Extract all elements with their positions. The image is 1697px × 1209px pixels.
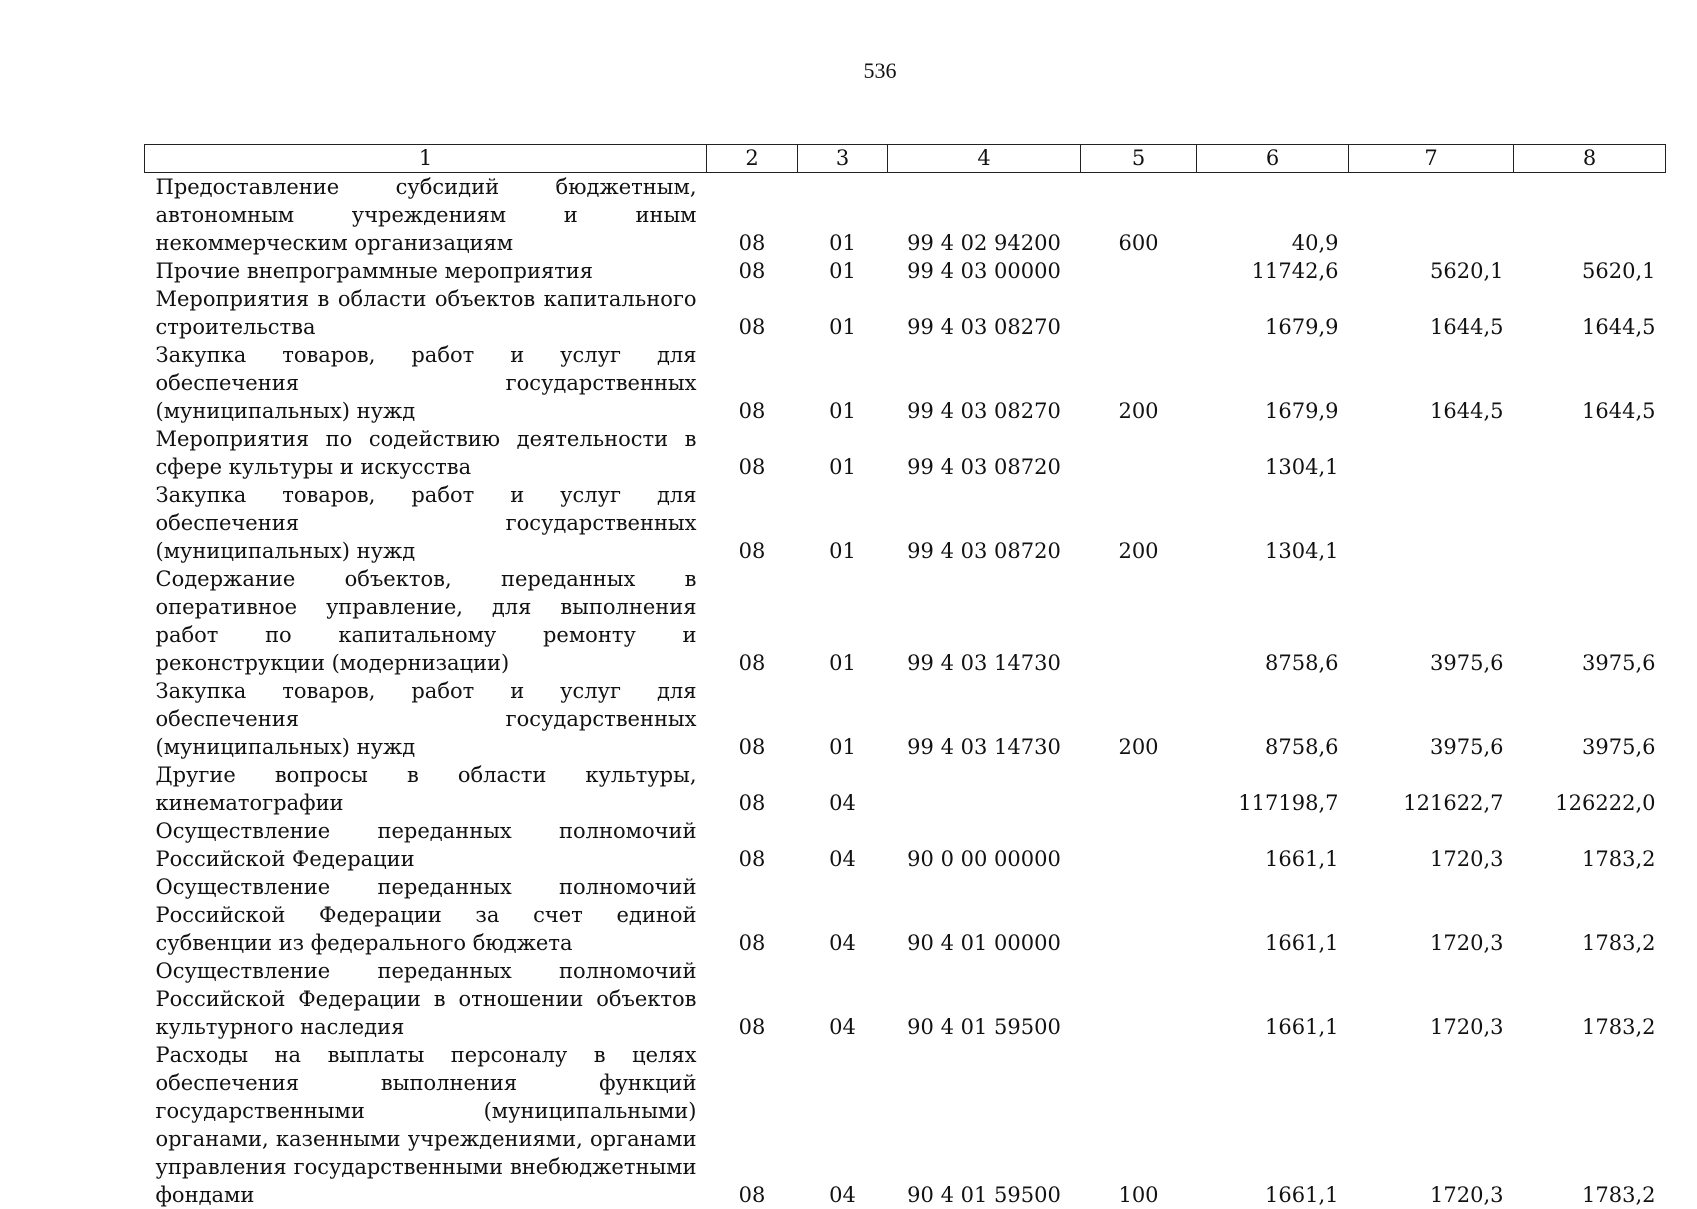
row-code: 99 4 03 00000	[888, 257, 1081, 285]
row-col-6: 117198,7	[1197, 761, 1349, 817]
row-col-3: 01	[798, 173, 888, 258]
row-code	[888, 761, 1081, 817]
row-col-2: 08	[707, 425, 798, 481]
row-col-7: 1720,3	[1349, 1041, 1514, 1209]
header-cell-4: 4	[888, 145, 1081, 173]
row-col-8: 3975,6	[1514, 677, 1666, 761]
row-name: Осуществление переданных полномочий Российской Федерации за счет единой субвенции из федерального бюджета	[145, 873, 707, 957]
row-name: Закупка товаров, работ и услуг для обеспечения государственных (муниципальных) нужд	[145, 481, 707, 565]
row-col-3: 01	[798, 677, 888, 761]
row-col-3: 01	[798, 341, 888, 425]
row-col-5: 200	[1081, 677, 1197, 761]
row-col-8: 1783,2	[1514, 817, 1666, 873]
row-col-3: 04	[798, 761, 888, 817]
table-row	[145, 173, 1666, 258]
header-cell-3: 3	[798, 145, 888, 173]
row-col-3: 04	[798, 1041, 888, 1209]
table-header	[145, 145, 1666, 173]
row-col-2: 08	[707, 341, 798, 425]
row-col-2: 08	[707, 761, 798, 817]
row-name: Мероприятия в области объектов капитального строительства	[145, 285, 707, 341]
row-col-7: 3975,6	[1349, 677, 1514, 761]
row-code: 99 4 03 08720	[888, 425, 1081, 481]
row-col-7: 1720,3	[1349, 957, 1514, 1041]
row-col-6: 1661,1	[1197, 817, 1349, 873]
row-col-6: 1661,1	[1197, 957, 1349, 1041]
row-col-3: 01	[798, 481, 888, 565]
row-col-5: 200	[1081, 481, 1197, 565]
row-col-6: 1661,1	[1197, 873, 1349, 957]
table-row	[145, 957, 1666, 1041]
row-col-5: 100	[1081, 1041, 1197, 1209]
row-col-7: 1644,5	[1349, 285, 1514, 341]
table-row	[145, 285, 1666, 341]
row-col-3: 01	[798, 285, 888, 341]
row-code: 90 0 00 00000	[888, 817, 1081, 873]
table-row	[145, 1041, 1666, 1209]
table-row	[145, 341, 1666, 425]
row-col-7: 121622,7	[1349, 761, 1514, 817]
row-code: 90 4 01 59500	[888, 1041, 1081, 1209]
row-code: 90 4 01 00000	[888, 873, 1081, 957]
row-col-8: 1783,2	[1514, 873, 1666, 957]
row-col-2: 08	[707, 565, 798, 677]
table-row	[145, 481, 1666, 565]
table-body	[145, 173, 1666, 1209]
row-name: Осуществление переданных полномочий Российской Федерации	[145, 817, 707, 873]
header-cell-5: 5	[1081, 145, 1197, 173]
row-col-7	[1349, 425, 1514, 481]
row-col-7	[1349, 481, 1514, 565]
row-code: 99 4 03 14730	[888, 565, 1081, 677]
page-number: 536	[0, 58, 1697, 84]
table-row	[145, 677, 1666, 761]
row-col-5: 200	[1081, 341, 1197, 425]
row-col-5	[1081, 425, 1197, 481]
row-col-6: 8758,6	[1197, 677, 1349, 761]
row-col-3: 01	[798, 565, 888, 677]
row-col-8	[1514, 425, 1666, 481]
row-col-7: 1720,3	[1349, 873, 1514, 957]
row-col-6: 1304,1	[1197, 425, 1349, 481]
header-row	[145, 145, 1666, 173]
row-col-8: 3975,6	[1514, 565, 1666, 677]
row-col-6: 1661,1	[1197, 1041, 1349, 1209]
row-code: 99 4 02 94200	[888, 173, 1081, 258]
row-col-5	[1081, 873, 1197, 957]
header-cell-6: 6	[1197, 145, 1349, 173]
row-name: Предоставление субсидий бюджетным, автономным учреждениям и иным некоммерческим организациям	[145, 173, 707, 258]
row-col-3: 04	[798, 817, 888, 873]
row-col-2: 08	[707, 957, 798, 1041]
row-col-2: 08	[707, 285, 798, 341]
budget-table	[144, 144, 1666, 1209]
row-name: Осуществление переданных полномочий Российской Федерации в отношении объектов культурного наследия	[145, 957, 707, 1041]
row-name: Расходы на выплаты персоналу в целях обеспечения выполнения функций государственными (муниципальными) органами, казенными учреждениями, органами управления государственными внебюджетными фондами	[145, 1041, 707, 1209]
row-col-5	[1081, 957, 1197, 1041]
table-row	[145, 761, 1666, 817]
row-col-6: 1304,1	[1197, 481, 1349, 565]
row-code: 99 4 03 14730	[888, 677, 1081, 761]
row-col-2: 08	[707, 1041, 798, 1209]
row-col-2: 08	[707, 817, 798, 873]
row-col-2: 08	[707, 873, 798, 957]
row-col-6: 11742,6	[1197, 257, 1349, 285]
row-col-5	[1081, 817, 1197, 873]
row-col-7: 3975,6	[1349, 565, 1514, 677]
row-col-7: 1644,5	[1349, 341, 1514, 425]
row-col-5: 600	[1081, 173, 1197, 258]
row-name: Содержание объектов, переданных в оперативное управление, для выполнения работ по капитальному ремонту и реконструкции (модернизации)	[145, 565, 707, 677]
table-row	[145, 425, 1666, 481]
row-code: 99 4 03 08720	[888, 481, 1081, 565]
row-name: Закупка товаров, работ и услуг для обеспечения государственных (муниципальных) нужд	[145, 341, 707, 425]
row-col-8: 126222,0	[1514, 761, 1666, 817]
row-col-5	[1081, 285, 1197, 341]
row-name: Другие вопросы в области культуры, кинематографии	[145, 761, 707, 817]
row-code: 99 4 03 08270	[888, 341, 1081, 425]
row-col-3: 04	[798, 957, 888, 1041]
row-col-8: 1644,5	[1514, 285, 1666, 341]
table-row	[145, 565, 1666, 677]
header-cell-8: 8	[1514, 145, 1666, 173]
row-code: 99 4 03 08270	[888, 285, 1081, 341]
row-col-8: 5620,1	[1514, 257, 1666, 285]
row-col-7: 5620,1	[1349, 257, 1514, 285]
row-col-5	[1081, 761, 1197, 817]
row-col-8: 1783,2	[1514, 957, 1666, 1041]
row-col-2: 08	[707, 481, 798, 565]
row-col-6: 40,9	[1197, 173, 1349, 258]
row-name: Закупка товаров, работ и услуг для обеспечения государственных (муниципальных) нужд	[145, 677, 707, 761]
row-name: Прочие внепрограммные мероприятия	[145, 257, 707, 285]
row-col-6: 1679,9	[1197, 285, 1349, 341]
row-name: Мероприятия по содействию деятельности в сфере культуры и искусства	[145, 425, 707, 481]
row-col-8: 1783,2	[1514, 1041, 1666, 1209]
row-col-5	[1081, 565, 1197, 677]
row-col-3: 01	[798, 257, 888, 285]
row-col-8	[1514, 481, 1666, 565]
row-col-5	[1081, 257, 1197, 285]
row-col-7: 1720,3	[1349, 817, 1514, 873]
header-cell-7: 7	[1349, 145, 1514, 173]
row-col-3: 04	[798, 873, 888, 957]
table-row	[145, 257, 1666, 285]
row-col-6: 8758,6	[1197, 565, 1349, 677]
table-row	[145, 873, 1666, 957]
header-cell-1: 1	[145, 145, 707, 173]
row-col-8	[1514, 173, 1666, 258]
row-col-3: 01	[798, 425, 888, 481]
row-col-8: 1644,5	[1514, 341, 1666, 425]
row-col-2: 08	[707, 677, 798, 761]
row-col-7	[1349, 173, 1514, 258]
row-col-6: 1679,9	[1197, 341, 1349, 425]
row-code: 90 4 01 59500	[888, 957, 1081, 1041]
header-cell-2: 2	[707, 145, 798, 173]
row-col-2: 08	[707, 257, 798, 285]
table-row	[145, 817, 1666, 873]
row-col-2: 08	[707, 173, 798, 258]
